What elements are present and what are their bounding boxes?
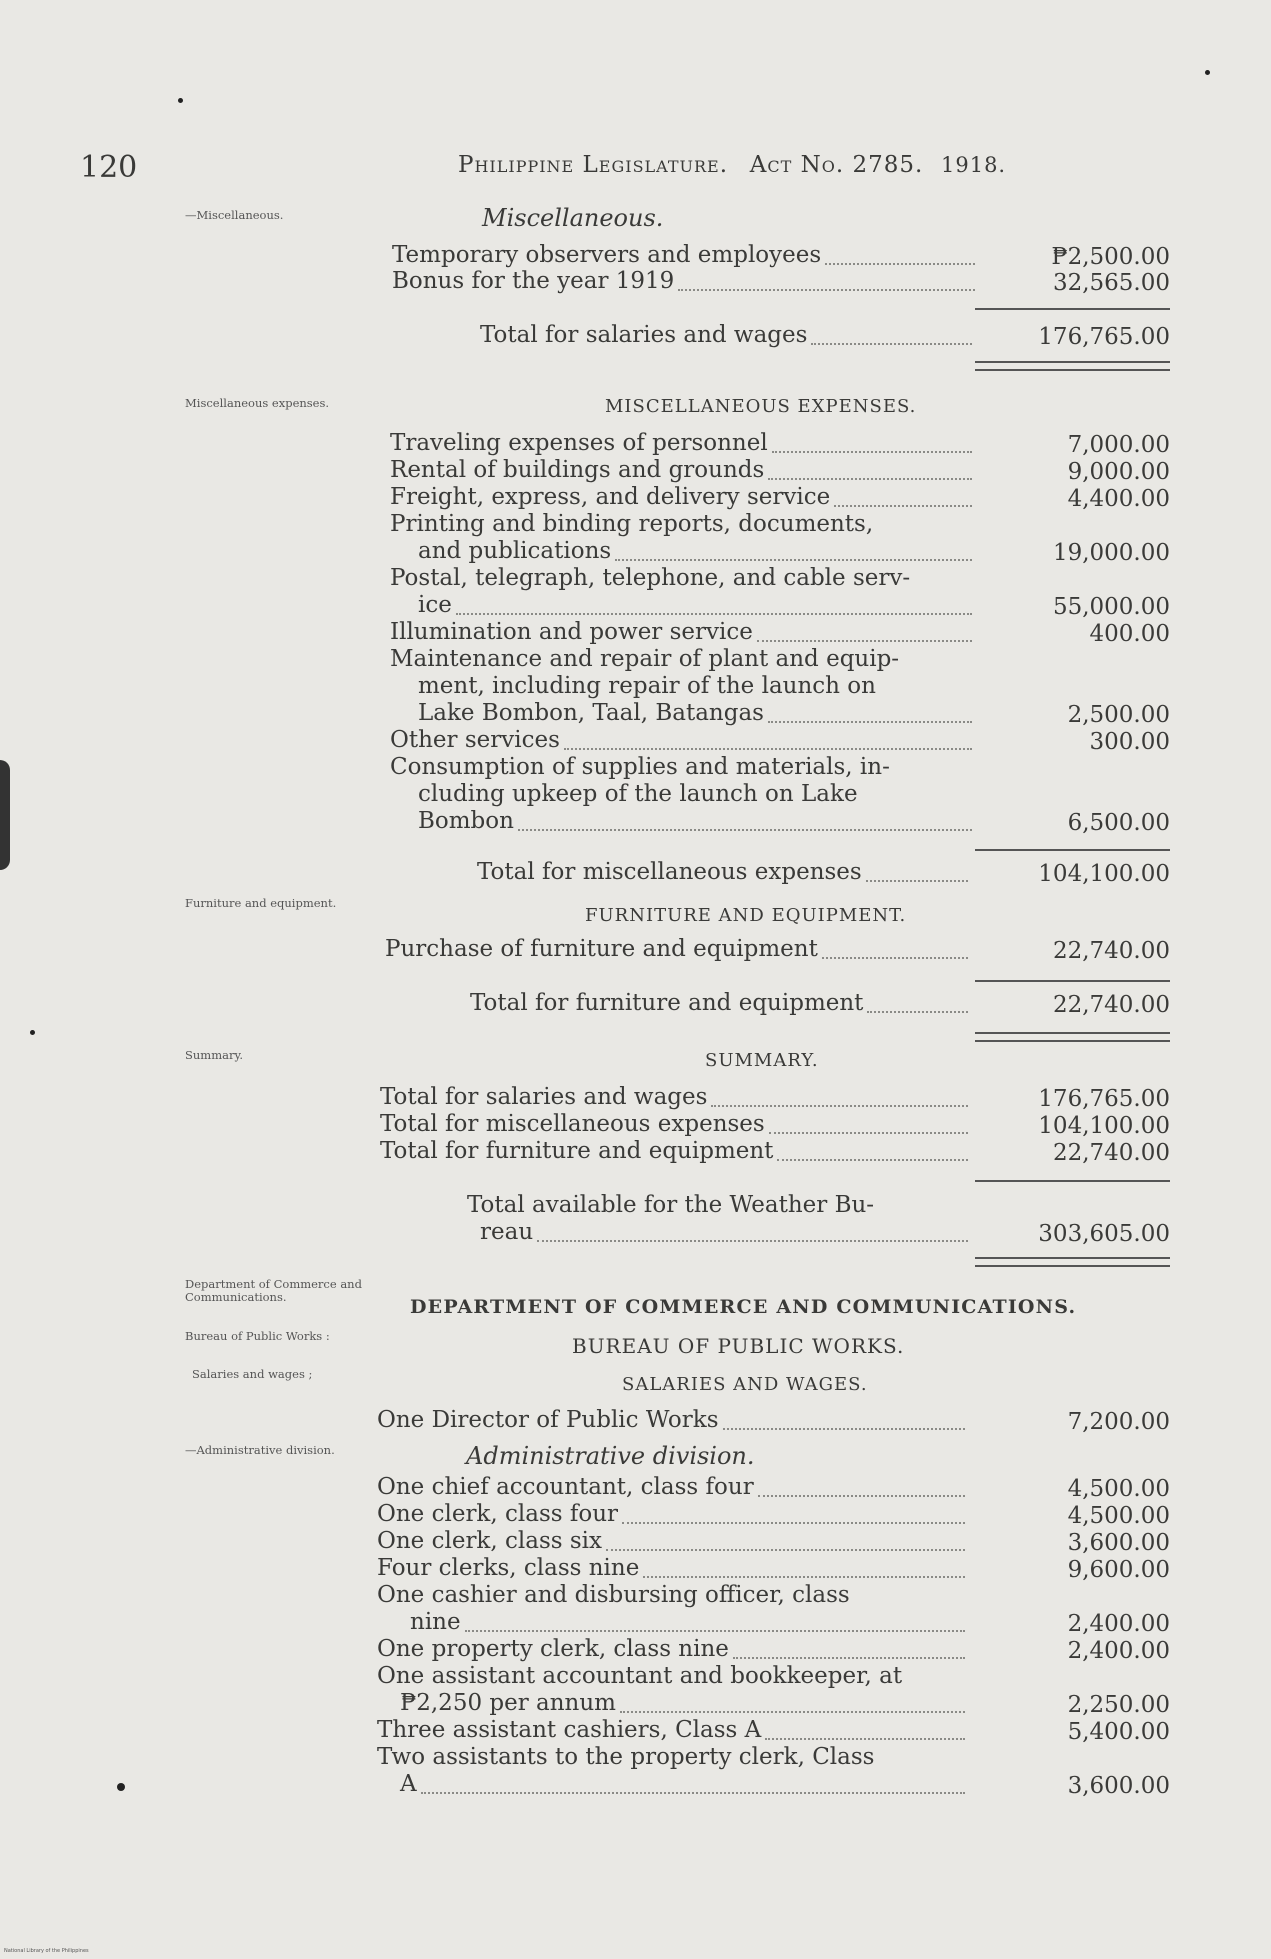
entry-line	[418, 538, 611, 565]
entry-line	[390, 430, 768, 457]
entry-text: Bombon	[418, 808, 514, 834]
margin-note-department: Department of Commerce and Communications.	[185, 1277, 362, 1304]
entry-line	[467, 1192, 874, 1219]
margin-note-miscellaneous: —Miscellaneous.	[185, 208, 284, 222]
entry-amount: 176,765.00	[1038, 1086, 1170, 1112]
entry-text: Postal, telegraph, telephone, and cable serv-	[390, 565, 911, 591]
entry-text: Three assistant cashiers, Class A	[377, 1717, 762, 1743]
entry-text: Temporary observers and employees	[392, 242, 822, 268]
entry-amount: ₱2,500.00	[1051, 244, 1170, 270]
entry-line	[480, 322, 807, 349]
entry-text: ment, including repair of the launch on	[418, 673, 876, 699]
entry-line	[380, 1084, 707, 1111]
dot-leader	[822, 957, 968, 959]
entry-text: Freight, express, and delivery service	[390, 484, 831, 510]
dot-leader	[615, 559, 972, 561]
entry-line	[470, 990, 863, 1017]
entry-text: Traveling expenses of personnel	[390, 430, 768, 456]
entry-amount: 22,740.00	[1052, 1140, 1170, 1166]
entry-text: Illumination and power service	[390, 619, 753, 645]
dot-leader	[711, 1105, 968, 1107]
dot-leader	[678, 289, 975, 291]
margin-note-salaries: Salaries and wages ;	[192, 1367, 313, 1381]
entry-text: Total for miscellaneous expenses	[380, 1111, 765, 1137]
entry-text: One clerk, class four	[377, 1501, 619, 1527]
entry-line	[400, 1690, 616, 1717]
entry-line	[418, 700, 764, 727]
entry-amount: 4,500.00	[1067, 1476, 1170, 1502]
dot-leader	[768, 721, 972, 723]
entry-amount: 2,250.00	[1067, 1692, 1170, 1718]
entry-text: Four clerks, class nine	[377, 1555, 640, 1581]
entry-amount: 4,400.00	[1067, 486, 1170, 512]
heading-bureau: BUREAU OF PUBLIC WORKS.	[572, 1334, 905, 1358]
heading-miscellaneous: Miscellaneous.	[482, 204, 664, 232]
entry-text: ice	[418, 592, 452, 618]
double-rule	[975, 1257, 1170, 1267]
dot-leader	[456, 613, 972, 615]
dot-leader	[765, 1738, 965, 1740]
entry-amount: 55,000.00	[1052, 594, 1170, 620]
entry-line	[418, 592, 452, 619]
heading-summary: SUMMARY.	[705, 1050, 819, 1071]
speck	[178, 98, 183, 103]
entry-amount: 400.00	[1089, 621, 1170, 647]
entry-line	[377, 1555, 639, 1582]
speck	[30, 1030, 35, 1035]
entry-line	[418, 781, 858, 808]
dot-leader	[723, 1428, 965, 1430]
running-header	[458, 152, 1006, 178]
entry-line	[390, 646, 899, 673]
dot-leader	[867, 1011, 968, 1013]
double-rule	[975, 1032, 1170, 1042]
entry-line	[377, 1528, 602, 1555]
dot-leader	[757, 640, 972, 642]
entry-text: Total for miscellaneous expenses	[477, 859, 862, 885]
dot-leader	[518, 829, 972, 831]
entry-amount: 7,000.00	[1067, 432, 1170, 458]
entry-amount: 4,500.00	[1067, 1503, 1170, 1529]
margin-note-administrative: —Administrative division.	[185, 1443, 335, 1457]
entry-text: One chief accountant, class four	[377, 1474, 754, 1500]
double-rule	[975, 361, 1170, 371]
entry-text: Total for furniture and equipment	[470, 990, 864, 1016]
entry-line	[390, 754, 890, 781]
entry-line	[477, 859, 862, 886]
entry-line	[377, 1501, 618, 1528]
entry-line	[377, 1582, 850, 1609]
entry-text: Total available for the Weather Bu-	[467, 1192, 875, 1218]
entry-text: Total for salaries and wages	[480, 322, 808, 348]
binding-shadow	[0, 760, 10, 870]
entry-line	[390, 565, 910, 592]
entry-amount: 300.00	[1089, 729, 1170, 755]
entry-text: cluding upkeep of the launch on Lake	[418, 781, 858, 807]
header-act: Act No. 2785.	[749, 152, 924, 178]
entry-text: Other services	[390, 727, 560, 753]
entry-amount: 22,740.00	[1052, 938, 1170, 964]
dot-leader	[769, 1132, 968, 1134]
entry-line	[385, 936, 818, 963]
entry-amount: 5,400.00	[1067, 1719, 1170, 1745]
entry-amount: 19,000.00	[1052, 540, 1170, 566]
entry-amount: 32,565.00	[1052, 270, 1170, 296]
dot-leader	[421, 1792, 965, 1794]
dot-leader	[537, 1240, 968, 1242]
entry-line	[418, 808, 514, 835]
entry-text: Printing and binding reports, documents,	[390, 511, 874, 537]
total-amount: 303,605.00	[1038, 1221, 1170, 1247]
total-amount: 22,740.00	[1052, 992, 1170, 1018]
margin-note-bureau: Bureau of Public Works :	[185, 1329, 330, 1343]
entry-line	[377, 1474, 754, 1501]
heading-administrative: Administrative division.	[466, 1442, 755, 1470]
entry-line	[390, 457, 764, 484]
entry-text: A	[400, 1771, 417, 1797]
entry-text: Purchase of furniture and equipment	[385, 936, 818, 962]
entry-text: Maintenance and repair of plant and equip-	[390, 646, 900, 672]
entry-text: One clerk, class six	[377, 1528, 602, 1554]
dot-leader	[606, 1549, 965, 1551]
entry-line	[392, 268, 674, 295]
entry-line	[410, 1609, 461, 1636]
entry-amount: 2,400.00	[1067, 1611, 1170, 1637]
entry-line	[390, 727, 560, 754]
heading-salaries: SALARIES AND WAGES.	[622, 1374, 868, 1395]
entry-line	[480, 1219, 533, 1246]
entry-text: Lake Bombon, Taal, Batangas	[418, 700, 764, 726]
entry-line	[390, 484, 830, 511]
dot-leader	[620, 1711, 965, 1713]
margin-note-summary: Summary.	[185, 1048, 244, 1062]
entry-line	[390, 619, 753, 646]
header-title: Philippine Legislature.	[458, 152, 729, 178]
margin-note-furniture: Furniture and equipment.	[185, 896, 337, 910]
subtotal-rule	[975, 980, 1170, 982]
subtotal-rule	[975, 849, 1170, 851]
entry-text: One assistant accountant and bookkeeper, at	[377, 1663, 903, 1689]
entry-amount: 9,600.00	[1067, 1557, 1170, 1583]
entry-line	[377, 1663, 902, 1690]
dot-leader	[811, 343, 972, 345]
entry-line	[400, 1771, 417, 1798]
entry-line	[418, 673, 876, 700]
entry-line	[377, 1636, 729, 1663]
dot-leader	[643, 1576, 965, 1578]
header-year: 1918.	[940, 153, 1007, 177]
entry-amount: 2,400.00	[1067, 1638, 1170, 1664]
entry-line	[380, 1138, 773, 1165]
entry-amount: 6,500.00	[1067, 810, 1170, 836]
heading-furniture: FURNITURE AND EQUIPMENT.	[585, 905, 907, 926]
dot-leader	[834, 505, 972, 507]
entry-line	[390, 511, 873, 538]
subtotal-rule	[975, 1180, 1170, 1182]
entry-amount: 104,100.00	[1038, 1113, 1170, 1139]
entry-text: Total for furniture and equipment	[380, 1138, 774, 1164]
entry-text: ₱2,250 per annum	[400, 1690, 616, 1716]
total-amount: 104,100.00	[1038, 861, 1170, 887]
entry-text: nine	[410, 1609, 461, 1635]
entry-amount: 3,600.00	[1067, 1773, 1170, 1799]
entry-text: One cashier and disbursing officer, class	[377, 1582, 850, 1608]
entry-line	[377, 1407, 719, 1434]
subtotal-rule	[975, 308, 1170, 310]
dot-leader	[564, 748, 972, 750]
speck	[1205, 70, 1210, 75]
dot-leader	[622, 1522, 965, 1524]
page-number: 120	[80, 150, 138, 185]
dot-leader	[465, 1630, 965, 1632]
speck	[117, 1783, 125, 1791]
entry-line	[377, 1717, 761, 1744]
heading-department: DEPARTMENT OF COMMERCE AND COMMUNICATIONS.	[410, 1296, 1077, 1318]
dot-leader	[768, 478, 972, 480]
entry-text: reau	[480, 1219, 534, 1245]
dot-leader	[733, 1657, 965, 1659]
entry-amount: 9,000.00	[1067, 459, 1170, 485]
entry-text: Bonus for the year 1919	[392, 268, 675, 294]
entry-text: Rental of buildings and grounds	[390, 457, 765, 483]
dot-leader	[772, 451, 972, 453]
margin-note-misc-expenses: Miscellaneous expenses.	[185, 396, 330, 410]
entry-line	[377, 1744, 874, 1771]
footer-credit: National Library of the Philippines	[4, 1948, 89, 1954]
entry-amount: 3,600.00	[1067, 1530, 1170, 1556]
dot-leader	[866, 880, 968, 882]
entry-text: and publications	[418, 538, 612, 564]
dot-leader	[825, 263, 975, 265]
heading-misc-expenses: MISCELLANEOUS EXPENSES.	[605, 396, 917, 417]
entry-text: Two assistants to the property clerk, Class	[377, 1744, 875, 1770]
entry-text: Consumption of supplies and materials, in-	[390, 754, 890, 780]
entry-text: One property clerk, class nine	[377, 1636, 729, 1662]
entry-amount: 7,200.00	[1067, 1409, 1170, 1435]
entry-line	[380, 1111, 765, 1138]
entry-text: One Director of Public Works	[377, 1407, 719, 1433]
entry-amount: 2,500.00	[1067, 702, 1170, 728]
entry-line	[392, 242, 821, 269]
total-amount: 176,765.00	[1038, 324, 1170, 350]
entry-text: Total for salaries and wages	[380, 1084, 708, 1110]
dot-leader	[758, 1495, 965, 1497]
dot-leader	[777, 1159, 968, 1161]
